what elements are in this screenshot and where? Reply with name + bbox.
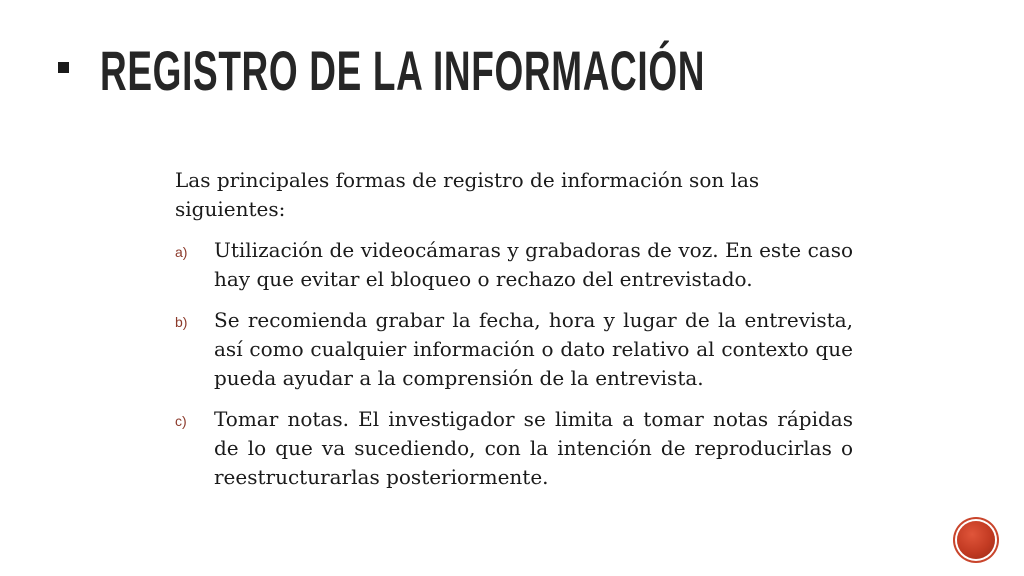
list-item-a xyxy=(175,236,853,294)
list-item-text: Utilización de videocámaras y grabadoras de voz. En este caso hay que evitar el bloqueo o rechazo del entrevistado. xyxy=(214,238,853,291)
slide-content xyxy=(175,166,853,504)
list-item-text: Tomar notas. El investigador se limita a tomar notas rápidas de lo que va sucediendo, con la intención de reproducirlas o reestructurarlas posteriormente. xyxy=(214,407,853,489)
list-marker: a) xyxy=(175,244,188,260)
intro-paragraph: Las principales formas de registro de información son las siguientes: xyxy=(175,168,760,221)
circle-navigation-icon[interactable] xyxy=(957,521,995,559)
list-marker: b) xyxy=(175,314,188,330)
square-bullet-icon xyxy=(58,62,69,73)
list-item-b xyxy=(175,306,853,393)
list-item-c xyxy=(175,405,853,492)
list-marker: c) xyxy=(175,413,187,429)
list-item-text: Se recomienda grabar la fecha, hora y lugar de la entrevista, así como cualquier información o dato relativo al contexto que pueda ayudar a la comprensión de la entrevista. xyxy=(214,308,853,390)
item-list xyxy=(175,236,853,492)
slide-title: REGISTRO DE LA INFORMACIÓN xyxy=(100,39,706,102)
